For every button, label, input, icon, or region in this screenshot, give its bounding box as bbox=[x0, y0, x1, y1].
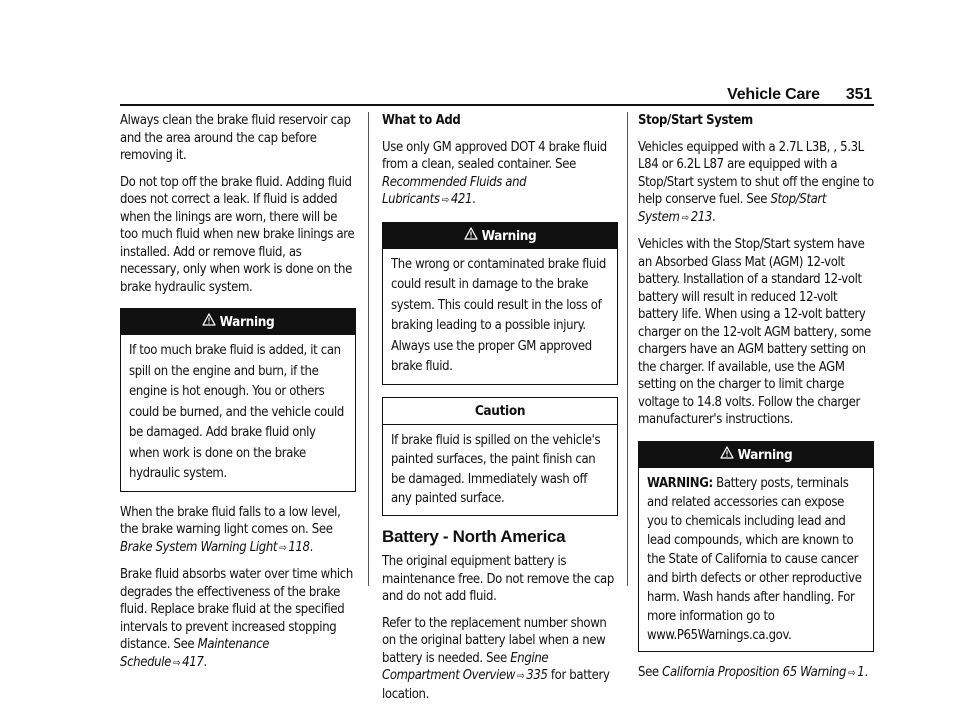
warning-text bbox=[639, 468, 873, 651]
xref-link[interactable]: Maintenance Schedule bbox=[120, 637, 270, 670]
page-ref-arrow-icon: ⇨ bbox=[441, 195, 449, 206]
paragraph: Brake fluid absorbs water over time which degrades the effectiveness of the brake fluid. Replace brake fluid at the specified intervals to prevent increased stopping distance. See Maintenance Schedule ⇨ 417. bbox=[120, 567, 353, 670]
paragraph-text: Vehicles equipped with a 2.7L L3B, , 5.3L L84 or 6.2L L87 are equipped with a Stop/Start system to shut off the engine to help conserve fuel. See bbox=[638, 139, 874, 207]
page-ref-arrow-icon: ⇨ bbox=[848, 667, 856, 679]
xref-link[interactable]: Stop/Start System bbox=[638, 192, 827, 225]
page-number: 351 bbox=[845, 86, 872, 103]
xref-page[interactable]: 417 bbox=[182, 654, 204, 670]
column-1 bbox=[120, 112, 356, 681]
warning-triangle-icon bbox=[202, 309, 216, 335]
warning-title: Warning bbox=[481, 227, 537, 244]
paragraph-text: Brake fluid absorbs water over time which degrades the effectiveness of the brake fluid. Replace brake fluid at the specified intervals to prevent increased stopping distance. See bbox=[120, 567, 353, 652]
paragraph: When the brake fluid falls to a low level, the brake warning light comes on. See Brake System Warning Light ⇨ 118. bbox=[120, 504, 341, 555]
paragraph-text: Use only GM approved DOT 4 brake fluid from a clean, sealed container. See bbox=[382, 139, 607, 172]
warning-box bbox=[382, 222, 618, 385]
warning-header bbox=[639, 442, 873, 468]
paragraph-text: for battery location. bbox=[382, 668, 610, 702]
warning-box bbox=[638, 441, 874, 652]
section-heading: Battery - North America bbox=[382, 526, 566, 546]
warning-triangle-icon bbox=[464, 223, 478, 249]
paragraph: Do not top off the brake fluid. Adding fluid does not correct a leak. If fluid is added when the linings are worn, there will be too much fluid when new brake linings are installed. Add or remove fluid, as necessary, only when work is done on the brake hydraulic system. bbox=[120, 174, 355, 295]
xref-link[interactable]: Engine Compartment Overview bbox=[382, 650, 549, 683]
paragraph: Always clean the brake fluid reservoir cap and the area around the cap before removing it. bbox=[120, 113, 351, 163]
paragraph-text: When the brake fluid falls to a low level, the brake warning light comes on. See bbox=[120, 504, 341, 537]
xref-page[interactable]: 1 bbox=[857, 664, 865, 680]
paragraph: Vehicles equipped with a 2.7L L3B, , 5.3L L84 or 6.2L L87 are equipped with a Stop/Start system to shut off the engine to help conserve fuel. See Stop/Start System ⇨ 213. bbox=[638, 139, 874, 225]
column-divider bbox=[627, 112, 628, 586]
xref-link[interactable]: Recommended Fluids and Lubricants bbox=[382, 174, 527, 207]
caution-text: If brake fluid is spilled on the vehicle's painted surfaces, the paint finish can be damaged. Immediately wash off any painted surface. bbox=[391, 432, 601, 506]
page-ref-arrow-icon: ⇨ bbox=[517, 671, 525, 682]
warning-header bbox=[383, 223, 617, 249]
warning-header bbox=[121, 309, 355, 335]
header-rule bbox=[120, 104, 874, 106]
section-title-header: Vehicle Care bbox=[727, 86, 820, 103]
paragraph: Vehicles with the Stop/Start system have an Absorbed Glass Mat (AGM) 12-volt battery. Installation of a standard 12-volt battery will result in reduced 12-volt battery life. When using a 12-volt battery charger on the 12-volt AGM battery, some chargers have an AGM battery setting on the charger. If available, use the AGM setting on the charger to limit charge voltage to 14.8 volts. Follow the charger manufacturer's instructions. bbox=[638, 237, 871, 427]
warning-text: The wrong or contaminated brake fluid could result in damage to the brake system. This could result in the loss of braking leading to a possible injury. Always use the proper GM approved brake fluid. bbox=[391, 256, 606, 374]
page-ref-arrow-icon: ⇨ bbox=[279, 542, 287, 554]
warning-title: Warning bbox=[219, 314, 275, 330]
caution-box bbox=[382, 397, 618, 516]
paragraph-text: Refer to the replacement number shown on the original battery label when a new battery is needed. See bbox=[382, 615, 607, 666]
column-divider bbox=[368, 112, 369, 586]
subheading: Stop/Start System bbox=[638, 113, 753, 128]
xref-link[interactable]: Brake System Warning Light bbox=[120, 539, 278, 555]
warning-text: If too much brake fluid is added, it can spill on the engine and burn, if the engine is hot enough. You or others could be burned, and the vehicle could be damaged. Add brake fluid only when work is done on the brake hydraulic system. bbox=[129, 343, 344, 481]
warning-lead: WARNING: bbox=[647, 475, 713, 491]
page-ref-arrow-icon: ⇨ bbox=[681, 212, 689, 224]
paragraph bbox=[382, 615, 618, 704]
paragraph: Use only GM approved DOT 4 brake fluid from a clean, sealed container. See Recommended Fluids and Lubricants ⇨ 421. bbox=[382, 139, 607, 207]
warning-box bbox=[120, 308, 356, 492]
page-header bbox=[727, 86, 872, 104]
xref-page[interactable]: 421 bbox=[450, 192, 473, 207]
xref-page[interactable]: 213 bbox=[690, 209, 712, 225]
subheading: What to Add bbox=[382, 113, 461, 128]
paragraph: The original equipment battery is maintenance free. Do not remove the cap and do not add fluid. bbox=[382, 554, 614, 604]
caution-header: Caution bbox=[383, 398, 617, 425]
xref-page[interactable]: 335 bbox=[526, 668, 548, 683]
column-3 bbox=[638, 112, 874, 691]
xref-link[interactable]: California Proposition 65 Warning bbox=[662, 664, 847, 680]
warning-triangle-icon bbox=[720, 442, 734, 468]
paragraph-text: See bbox=[638, 664, 659, 680]
page-ref-arrow-icon: ⇨ bbox=[172, 657, 181, 669]
paragraph: See California Proposition 65 Warning ⇨ 1. bbox=[638, 664, 868, 680]
warning-title: Warning bbox=[737, 446, 793, 463]
xref-page[interactable]: 118 bbox=[288, 539, 310, 555]
column-2 bbox=[382, 112, 618, 712]
warning-body: Battery posts, terminals and related accessories can expose you to chemicals including lead and lead compounds, which are known to the State of California to cause cancer and birth defects or other reproductive harm. Wash hands after handling. For more information go to www.P65Warnings.ca.gov. bbox=[647, 475, 862, 643]
